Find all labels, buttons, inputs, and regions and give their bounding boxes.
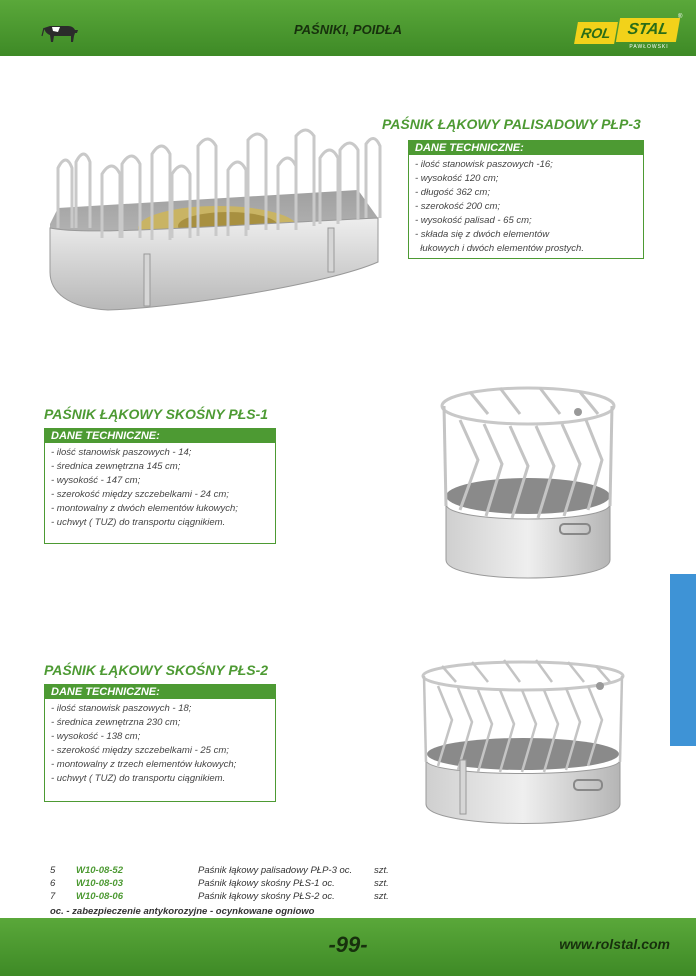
spec-item: - szerokość między szczebelkami - 25 cm; [51, 745, 229, 756]
rolstal-logo [574, 12, 684, 52]
logo-registered: ® [678, 14, 683, 20]
spec-header: DANE TECHNICZNE: [45, 429, 275, 443]
spec-item: - ilość stanowisk paszowych - 14; [51, 447, 192, 458]
website-link[interactable]: www.rolstal.com [559, 936, 670, 952]
spec-item: - składa się z dwóch elementów [415, 229, 550, 240]
spec-item: - wysokość - 147 cm; [51, 475, 141, 486]
logo-subtitle: PAWŁOWSKI [629, 44, 669, 50]
palisade-feeder-image [28, 128, 388, 314]
spec-header: DANE TECHNICZNE: [45, 685, 275, 699]
product-description: Paśnik łąkowy palisadowy PŁP-3 oc. [198, 865, 353, 876]
row-number: 6 [50, 878, 56, 889]
spec-item: - wysokość 120 cm; [415, 173, 499, 184]
product-description: Paśnik łąkowy skośny PŁS-2 oc. [198, 891, 335, 902]
spec-box-plp3 [408, 140, 644, 259]
spec-box-pls2 [44, 684, 276, 802]
price-list [50, 864, 404, 903]
spec-item: - wysokość - 138 cm; [51, 731, 141, 742]
table-row [50, 877, 404, 890]
logo-rol: ROL [574, 22, 618, 44]
slant-feeder-pls2-image [412, 656, 634, 834]
spec-item: - szerokość 200 cm; [415, 201, 500, 212]
logo-stal: STAL [616, 18, 680, 42]
spec-item: - średnica zewnętrzna 230 cm; [51, 717, 181, 728]
product-title-pls1: PAŚNIK ŁĄKOWY SKOŚNY PŁS-1 [44, 406, 269, 422]
spec-item: - szerokość między szczebelkami - 24 cm; [51, 489, 229, 500]
product-title-plp3: PAŚNIK ŁĄKOWY PALISADOWY PŁP-3 [382, 116, 641, 132]
spec-item: - uchwyt ( TUZ) do transportu ciągnikiem. [51, 517, 226, 528]
spec-box-pls1 [44, 428, 276, 544]
spec-item: - wysokość palisad - 65 cm; [415, 215, 532, 226]
unit: szt. [374, 891, 389, 902]
spec-item: - długość 362 cm; [415, 187, 490, 198]
spec-list [45, 699, 275, 789]
side-tab [670, 574, 696, 746]
spec-header: DANE TECHNICZNE: [409, 141, 643, 155]
product-code: W10-08-52 [76, 865, 123, 876]
row-number: 7 [50, 891, 56, 902]
page-number: -99- [328, 932, 368, 957]
unit: szt. [374, 865, 389, 876]
spec-item: - ilość stanowisk paszowych - 18; [51, 703, 192, 714]
spec-item: - średnica zewnętrzna 145 cm; [51, 461, 181, 472]
spec-item: łukowych i dwóch elementów prostych. [415, 243, 584, 254]
table-row [50, 890, 404, 903]
row-number: 5 [50, 865, 56, 876]
footnote: oc. - zabezpieczenie antykorozyjne - ocynkowane ogniowo [50, 906, 315, 917]
product-code: W10-08-03 [76, 878, 123, 889]
page-header [0, 0, 696, 56]
unit: szt. [374, 878, 389, 889]
page-title: PAŚNIKI, POIDŁA [293, 22, 403, 37]
page-footer [0, 918, 696, 976]
spec-item: - uchwyt ( TUZ) do transportu ciągnikiem. [51, 773, 226, 784]
spec-list [45, 443, 275, 533]
product-code: W10-08-06 [76, 891, 123, 902]
spec-item: - montowalny z dwóch elementów łukowych; [51, 503, 238, 514]
slant-feeder-pls1-image [430, 384, 626, 588]
product-title-pls2: PAŚNIK ŁĄKOWY SKOŚNY PŁS-2 [44, 662, 269, 678]
table-row [50, 864, 404, 877]
spec-item: - ilość stanowisk paszowych -16; [415, 159, 553, 170]
product-description: Paśnik łąkowy skośny PŁS-1 oc. [198, 878, 335, 889]
spec-item: - montowalny z trzech elementów łukowych; [51, 759, 237, 770]
spec-list [409, 155, 643, 259]
